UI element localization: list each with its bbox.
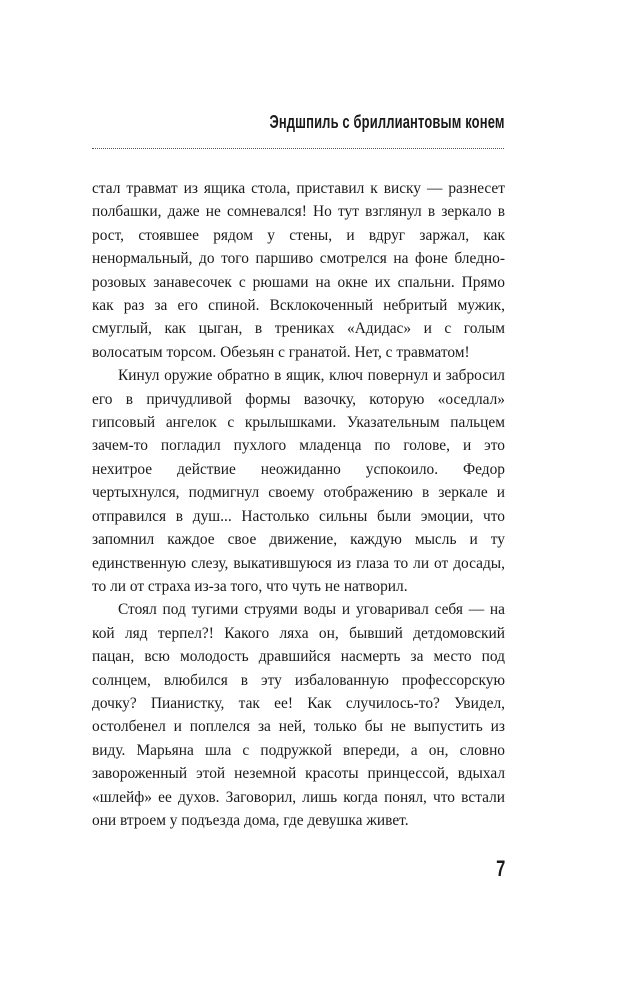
page-number: 7: [495, 856, 505, 881]
header-rule: [92, 148, 504, 149]
body-text: [92, 177, 505, 832]
paragraph: стал травмат из ящика стола, приставил к виску — разнесет полбашки, даже не сомневался! Но тут взглянул в зеркало в рост, стоявшее рядом у стены, и вдруг заржал, как ненормальный, до того паршиво смотрелся на фоне бледно-розовых занавесочек с рюшами на окне их спальни. Прямо как раз за его спиной. Всклокоченный небритый мужик, смуглый, как цыган, в трениках «Адидас» и с голым волосатым торсом. Обезьян с гранатой. Нет, с травматом!: [92, 180, 505, 361]
paragraph: Стоял под тугими струями воды и уговаривал себя — на кой ляд терпел?! Какого ляха он, бывший детдомовский пацан, всю молодость дравшийся насмерть за место под солнцем, влюбился в эту избалованную профессорскую дочку? Пианистку, так ее! Как случилось-то? Увидел, остолбенел и поплелся за ней, только бы не выпустить из виду. Марьяна шла с подружкой впереди, а он, словно завороженный этой неземной красоты принцессой, вдыхал «шлейф» ее духов. Заговорил, лишь когда понял, что встали они втроем у подъезда дома, где девушка живет.: [92, 601, 505, 829]
paragraph: Кинул оружие обратно в ящик, ключ повернул и забросил его в причудливой формы вазочку, которую «оседлал» гипсовый ангелок с крылышками. Указательным пальцем зачем-то погладил пухлого младенца по голове, и это нехитрое действие неожиданно успокоило. Федор чертыхнулся, подмигнул своему отображению в зеркале и отправился в душ... Настолько сильны были эмоции, что запомнил каждое свое движение, каждую мысль и ту единственную слезу, выкатившуюся из глаза то ли от досады, то ли от страха из-за того, что чуть не натворил.: [92, 367, 505, 595]
running-head: Эндшпиль с бриллиантовым конем: [269, 112, 505, 132]
